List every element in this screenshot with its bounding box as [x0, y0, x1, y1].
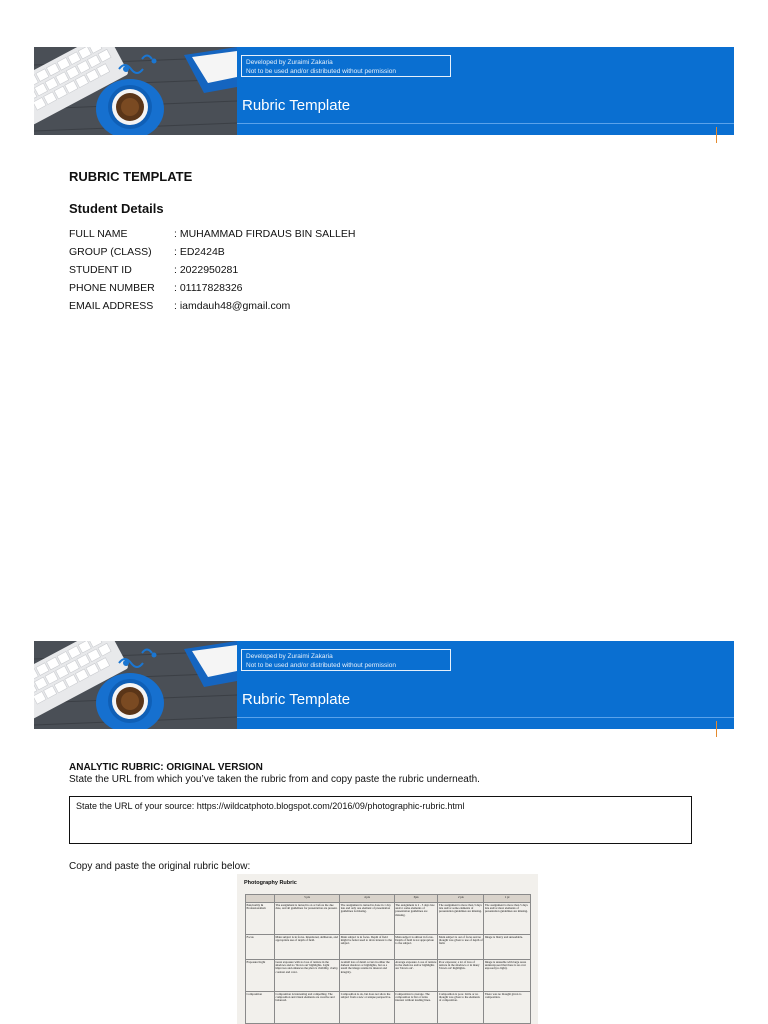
- banner-accent-mark: [716, 721, 717, 737]
- source-url-box[interactable]: [69, 796, 692, 844]
- credit-box: [241, 55, 451, 77]
- rubric-cell: Main subject is out of focus and no thought was given to use of depth of field.: [438, 935, 484, 960]
- rubric-cell: The assignment is 2 - 3 days late and/or some elements of presentation guidelines are missing.: [394, 903, 438, 935]
- rubric-cell: The assignment is more than 5 days late and/or most elements of presentation guidelines are missing.: [484, 903, 531, 935]
- rubric-cell: Composition: [246, 992, 275, 1024]
- rubric-cell: Image is unusable with large areas underexposed that there is an over exposed (no light).: [484, 960, 531, 992]
- detail-value: : ED2424B: [174, 246, 225, 258]
- credit-notice: Not to be used and/or distributed without permission: [246, 662, 396, 669]
- banner-divider: [237, 717, 734, 718]
- rubric-row: [246, 935, 531, 960]
- rubric-header-cell: 2 pts: [438, 895, 484, 903]
- student-details-heading: Student Details: [69, 201, 164, 216]
- desk-photo-image: [34, 47, 237, 135]
- page-title: RUBRIC TEMPLATE: [69, 169, 193, 184]
- banner-title: Rubric Template: [242, 691, 351, 708]
- copy-rubric-label: Copy and paste the original rubric below:: [69, 861, 251, 872]
- credit-author: Developed by Zuraimi Zakaria: [246, 653, 333, 660]
- detail-label: GROUP (CLASS): [69, 246, 152, 258]
- rubric-row: [246, 903, 531, 935]
- rubric-header-cell: 3pts: [394, 895, 438, 903]
- rubric-cell: Main subject is in focus. Depth of field might be better used to draw interest to the subject.: [340, 935, 395, 960]
- rubric-cell: A small loss of detail occurs in either the darkest shadows or highlights, but as a result the image retains its interest and integrity.: [340, 960, 395, 992]
- rubric-title: Photography Rubric: [244, 880, 297, 886]
- url-instruction: State the URL from which you’ve taken the rubric from and copy paste the rubric underneath.: [69, 774, 480, 785]
- rubric-cell: Great exposure with no loss of texture in the shadows and no 'blown out' highlights. Light improves and enhances the photo's visibility, clarity, contrast and color.: [275, 960, 340, 992]
- rubric-header-cell: 4 pts: [340, 895, 395, 903]
- rubric-header-cell: 1 pt: [484, 895, 531, 903]
- credit-notice: Not to be used and/or distributed without permission: [246, 68, 396, 75]
- rubric-cell: Image is blurry and unreadable.: [484, 935, 531, 960]
- rubric-cell: Average exposure. Loss of texture in the shadows and/or highlights are 'blown out'.: [394, 960, 438, 992]
- analytic-rubric-heading: ANALYTIC RUBRIC: ORIGINAL VERSION: [69, 762, 263, 773]
- credit-box: [241, 649, 451, 671]
- detail-label: PHONE NUMBER: [69, 282, 155, 294]
- pasted-rubric-image: [237, 874, 538, 1024]
- banner-title: Rubric Template: [242, 97, 351, 114]
- rubric-cell: Main subject is almost in focus. Depth of field is not appropriate to the subject.: [394, 935, 438, 960]
- rubric-cell: Punctuality & Professionalism: [246, 903, 275, 935]
- rubric-cell: Poor exposure; a lot of loss of texture in the shadows or in many 'blown out' highlights.: [438, 960, 484, 992]
- detail-label: STUDENT ID: [69, 264, 132, 276]
- rubric-row: [246, 960, 531, 992]
- rubric-cell: Composition is interesting and compelling. The composition and visual elements are creative and balanced.: [275, 992, 340, 1024]
- banner-divider: [237, 123, 734, 124]
- detail-value: : iamdauh48@gmail.com: [174, 300, 291, 312]
- header-banner-page-2: [34, 641, 734, 729]
- rubric-cell: Composition is poor. Little or no thought was given to the elements of composition.: [438, 992, 484, 1024]
- desk-photo-image: [34, 641, 237, 729]
- detail-value: : MUHAMMAD FIRDAUS BIN SALLEH: [174, 228, 356, 240]
- rubric-cell: Exposure/Light: [246, 960, 275, 992]
- detail-value: : 01117828326: [174, 282, 243, 294]
- rubric-cell: Main subject is in focus. Intentional, deliberate, and appropriate use of depth of field.: [275, 935, 340, 960]
- rubric-cell: The assignment is turned in done in 1 day late and only one element of presentation guidelines is missing.: [340, 903, 395, 935]
- detail-value: : 2022950281: [174, 264, 239, 276]
- rubric-cell: Focus: [246, 935, 275, 960]
- rubric-cell: The assignment is more than 3 days late and/or some elements of presentation guidelines are missing.: [438, 903, 484, 935]
- rubric-cell: The assignment is turned in on or before the due date, and all guidelines for presentation are present.: [275, 903, 340, 935]
- detail-label: FULL NAME: [69, 228, 128, 240]
- credit-author: Developed by Zuraimi Zakaria: [246, 59, 333, 66]
- header-banner-page-1: [34, 47, 734, 135]
- rubric-cell: Composition is ok, but does not show the subject from a new or unique perspective.: [340, 992, 395, 1024]
- rubric-header-cell: [246, 895, 275, 903]
- rubric-row: [246, 992, 531, 1024]
- rubric-cell: Composition is average. The composition is flat or lacks interest without leading lines.: [394, 992, 438, 1024]
- rubric-header-cell: 5 pts: [275, 895, 340, 903]
- rubric-cell: There was no thought given to composition.: [484, 992, 531, 1024]
- rubric-table: [245, 894, 531, 1024]
- rubric-header-row: [246, 895, 531, 903]
- source-url-text: State the URL of your source: https://wildcatphoto.blogspot.com/2016/09/photographic-rubric.html: [76, 801, 465, 811]
- banner-accent-mark: [716, 127, 717, 143]
- detail-label: EMAIL ADDRESS: [69, 300, 154, 312]
